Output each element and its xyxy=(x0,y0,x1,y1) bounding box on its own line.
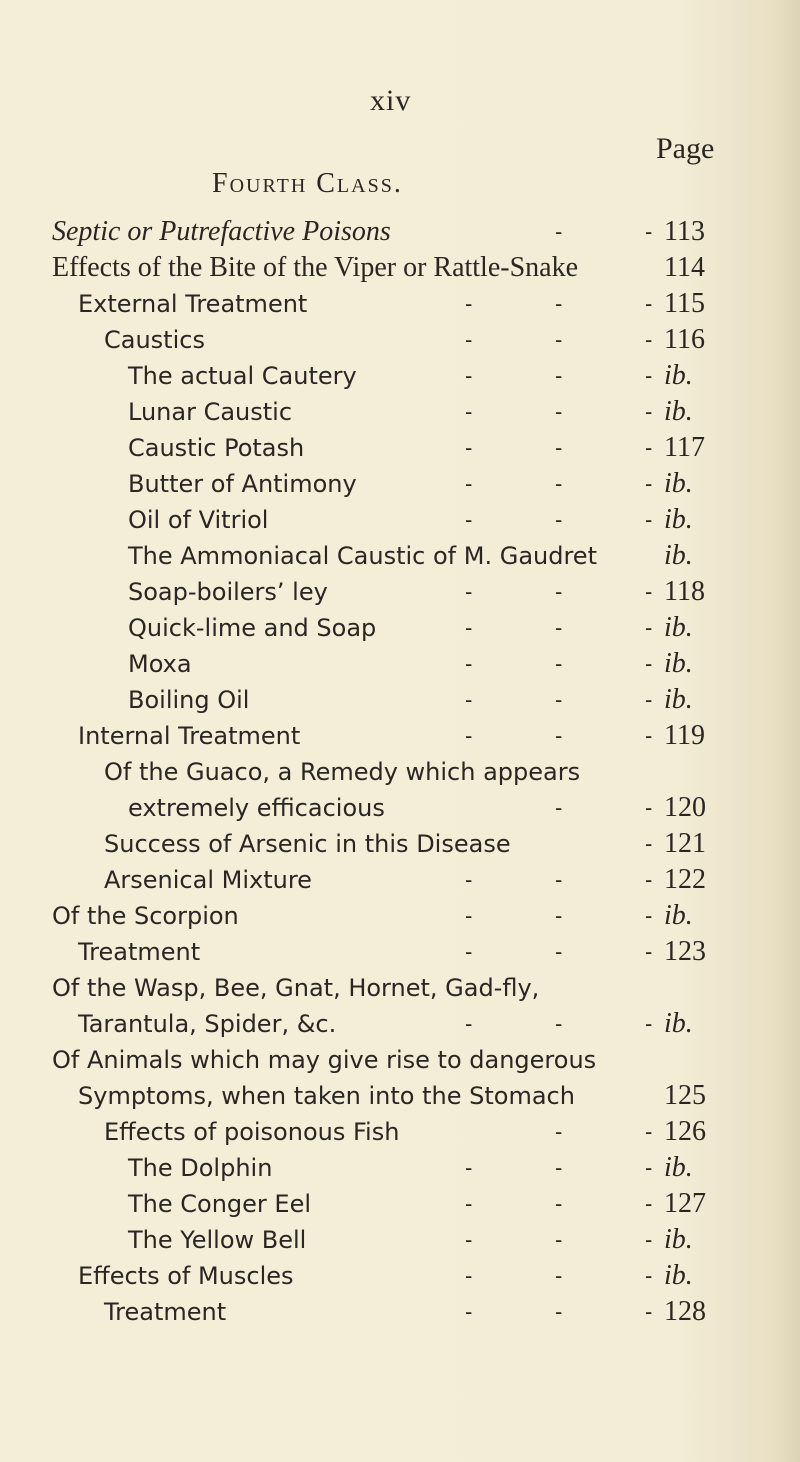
leader-dash: - xyxy=(465,1155,473,1180)
contents-entry xyxy=(0,394,800,430)
entry-page-number: ib. xyxy=(664,684,693,715)
entry-page-number: 125 xyxy=(664,1080,706,1111)
contents-entry xyxy=(0,682,800,718)
leader-dash: - xyxy=(465,471,473,496)
entry-page-number: ib. xyxy=(664,1260,693,1291)
leader-dash: - xyxy=(645,363,653,388)
leader-dash: - xyxy=(555,327,563,352)
leader-dash: - xyxy=(555,687,563,712)
entry-page-number: ib. xyxy=(664,468,693,499)
leader-dash: - xyxy=(645,687,653,712)
leader-dash: - xyxy=(645,903,653,928)
entry-page-number: ib. xyxy=(664,504,693,535)
contents-entry xyxy=(0,322,800,358)
entry-page-number: ib. xyxy=(664,1008,693,1039)
entry-title: External Treatment xyxy=(78,290,308,318)
leader-dash: - xyxy=(555,399,563,424)
leader-dash: - xyxy=(465,651,473,676)
entry-title: Lunar Caustic xyxy=(128,398,293,426)
entry-title: Effects of poisonous Fish xyxy=(104,1118,400,1146)
leader-dash: - xyxy=(465,399,473,424)
entry-page-number: 119 xyxy=(664,720,705,751)
entry-title: Boiling Oil xyxy=(128,686,250,714)
leader-dash: - xyxy=(555,1119,563,1144)
entry-page-number: ib. xyxy=(664,900,693,931)
entry-page-number: 128 xyxy=(664,1296,706,1327)
leader-dash: - xyxy=(465,687,473,712)
entry-title: Of the Scorpion xyxy=(52,902,239,930)
leader-dash: - xyxy=(645,1191,653,1216)
leader-dash: - xyxy=(465,1011,473,1036)
class-title: Fourth Class. xyxy=(212,168,403,199)
entry-title: Moxa xyxy=(128,650,192,678)
entry-page-number: 127 xyxy=(664,1188,706,1219)
contents-list xyxy=(0,214,800,1330)
leader-dash: - xyxy=(645,471,653,496)
entry-page-number: 122 xyxy=(664,864,706,895)
leader-dash: - xyxy=(645,939,653,964)
leader-dash: - xyxy=(645,219,653,244)
leader-dash: - xyxy=(555,1227,563,1252)
contents-entry xyxy=(0,826,800,862)
leader-dash: - xyxy=(645,1011,653,1036)
contents-entry xyxy=(0,502,800,538)
leader-dash: - xyxy=(645,1263,653,1288)
contents-entry xyxy=(0,538,800,574)
entry-title: extremely efficacious xyxy=(128,794,385,822)
entry-title: Caustic Potash xyxy=(128,434,305,462)
contents-entry xyxy=(0,898,800,934)
entry-page-number: ib. xyxy=(664,648,693,679)
entry-title: Septic or Putrefactive Poisons xyxy=(52,216,391,247)
entry-title: The actual Cautery xyxy=(128,362,357,390)
contents-entry xyxy=(0,790,800,826)
leader-dash: - xyxy=(555,651,563,676)
contents-entry xyxy=(0,754,800,790)
leader-dash: - xyxy=(465,291,473,316)
entry-title: Butter of Antimony xyxy=(128,470,357,498)
entry-title: Quick-lime and Soap xyxy=(128,614,377,642)
entry-page-number: ib. xyxy=(664,612,693,643)
leader-dash: - xyxy=(645,723,653,748)
entry-title: Treatment xyxy=(78,938,201,966)
entry-title: The Yellow Bell xyxy=(128,1226,307,1254)
contents-entry xyxy=(0,1042,800,1078)
leader-dash: - xyxy=(555,435,563,460)
entry-title: Of the Wasp, Bee, Gnat, Hornet, Gad-fly, xyxy=(52,974,540,1002)
leader-dash: - xyxy=(465,1227,473,1252)
entry-page-number: 115 xyxy=(664,288,705,319)
contents-entry xyxy=(0,286,800,322)
contents-entry xyxy=(0,1078,800,1114)
leader-dash: - xyxy=(465,579,473,604)
entry-page-number: 117 xyxy=(664,432,705,463)
contents-entry xyxy=(0,1150,800,1186)
contents-entry xyxy=(0,718,800,754)
contents-entry xyxy=(0,1222,800,1258)
leader-dash: - xyxy=(465,723,473,748)
leader-dash: - xyxy=(555,1299,563,1324)
contents-entry xyxy=(0,934,800,970)
leader-dash: - xyxy=(645,435,653,460)
leader-dash: - xyxy=(645,399,653,424)
entry-page-number: ib. xyxy=(664,540,693,571)
leader-dash: - xyxy=(645,1119,653,1144)
entry-title: Effects of Muscles xyxy=(78,1262,294,1290)
contents-entry xyxy=(0,1294,800,1330)
contents-entry xyxy=(0,1006,800,1042)
contents-entry xyxy=(0,862,800,898)
leader-dash: - xyxy=(555,507,563,532)
leader-dash: - xyxy=(465,867,473,892)
leader-dash: - xyxy=(465,1263,473,1288)
contents-entry xyxy=(0,466,800,502)
leader-dash: - xyxy=(555,363,563,388)
contents-entry xyxy=(0,646,800,682)
entry-page-number: 126 xyxy=(664,1116,706,1147)
entry-page-number: 116 xyxy=(664,324,705,355)
entry-page-number: ib. xyxy=(664,1152,693,1183)
leader-dash: - xyxy=(555,579,563,604)
entry-page-number: 123 xyxy=(664,936,706,967)
entry-title: The Dolphin xyxy=(128,1154,273,1182)
leader-dash: - xyxy=(555,1191,563,1216)
leader-dash: - xyxy=(465,507,473,532)
contents-entry xyxy=(0,1258,800,1294)
leader-dash: - xyxy=(645,1155,653,1180)
leader-dash: - xyxy=(465,939,473,964)
entry-title: The Conger Eel xyxy=(128,1190,312,1218)
entry-title: Oil of Vitriol xyxy=(128,506,269,534)
leader-dash: - xyxy=(555,939,563,964)
leader-dash: - xyxy=(555,1155,563,1180)
entry-page-number: 120 xyxy=(664,792,706,823)
leader-dash: - xyxy=(555,867,563,892)
contents-entry xyxy=(0,610,800,646)
leader-dash: - xyxy=(465,1299,473,1324)
leader-dash: - xyxy=(645,831,653,856)
leader-dash: - xyxy=(555,903,563,928)
entry-title: Caustics xyxy=(104,326,205,354)
entry-page-number: ib. xyxy=(664,360,693,391)
page-number: xiv xyxy=(370,84,412,117)
contents-entry xyxy=(0,1114,800,1150)
leader-dash: - xyxy=(555,1011,563,1036)
entry-title: Effects of the Bite of the Viper or Rattle-Snake xyxy=(52,252,579,283)
leader-dash: - xyxy=(555,471,563,496)
leader-dash: - xyxy=(465,1191,473,1216)
contents-entry xyxy=(0,358,800,394)
entry-page-number: 121 xyxy=(664,828,706,859)
entry-title: Soap-boilers’ ley xyxy=(128,578,328,606)
entry-title: Success of Arsenic in this Disease xyxy=(104,830,511,858)
leader-dash: - xyxy=(555,1263,563,1288)
entry-page-number: 118 xyxy=(664,576,705,607)
leader-dash: - xyxy=(645,1227,653,1252)
entry-title: Internal Treatment xyxy=(78,722,301,750)
entry-page-number: ib. xyxy=(664,1224,693,1255)
leader-dash: - xyxy=(645,795,653,820)
leader-dash: - xyxy=(555,615,563,640)
entry-page-number: 114 xyxy=(664,252,705,283)
leader-dash: - xyxy=(465,435,473,460)
entry-title: Symptoms, when taken into the Stomach xyxy=(78,1082,575,1110)
leader-dash: - xyxy=(645,327,653,352)
leader-dash: - xyxy=(465,327,473,352)
entry-title: Treatment xyxy=(104,1298,227,1326)
leader-dash: - xyxy=(465,615,473,640)
leader-dash: - xyxy=(555,795,563,820)
leader-dash: - xyxy=(465,903,473,928)
entry-title: Arsenical Mixture xyxy=(104,866,312,894)
entry-page-number: 113 xyxy=(664,216,705,247)
entry-title: The Ammoniacal Caustic of M. Gaudret xyxy=(128,542,597,570)
leader-dash: - xyxy=(555,291,563,316)
entry-title: Of the Guaco, a Remedy which appears xyxy=(104,758,581,786)
contents-entry xyxy=(0,1186,800,1222)
leader-dash: - xyxy=(555,723,563,748)
leader-dash: - xyxy=(645,1299,653,1324)
leader-dash: - xyxy=(645,291,653,316)
entry-title: Tarantula, Spider, &c. xyxy=(78,1010,337,1038)
leader-dash: - xyxy=(645,615,653,640)
leader-dash: - xyxy=(645,507,653,532)
contents-entry xyxy=(0,214,800,250)
leader-dash: - xyxy=(645,867,653,892)
leader-dash: - xyxy=(555,219,563,244)
contents-entry xyxy=(0,970,800,1006)
page-column-heading: Page xyxy=(656,132,715,165)
entry-page-number: ib. xyxy=(664,396,693,427)
contents-entry xyxy=(0,430,800,466)
contents-entry xyxy=(0,250,800,286)
leader-dash: - xyxy=(465,363,473,388)
leader-dash: - xyxy=(645,651,653,676)
entry-title: Of Animals which may give rise to dangerous xyxy=(52,1046,597,1074)
contents-entry xyxy=(0,574,800,610)
leader-dash: - xyxy=(645,579,653,604)
